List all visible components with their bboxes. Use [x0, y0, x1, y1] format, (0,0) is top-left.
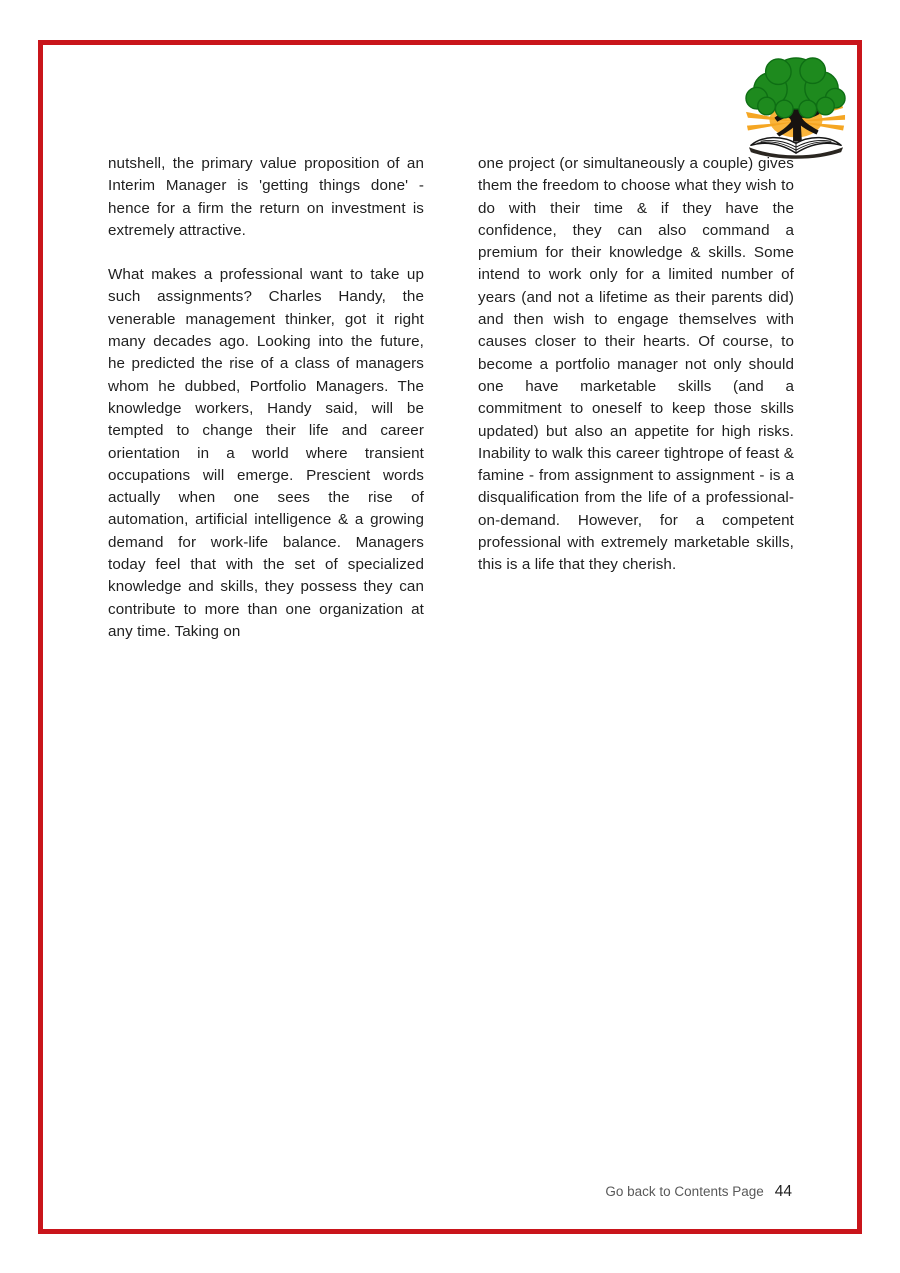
paragraph: What makes a professional want to take up such assignments? Charles Handy, the venerable management thinker, got it right many decades ago. Looking into the future, he predicted the rise of a class of managers whom he dubbed, Portfolio Managers. The knowledge workers, Handy said, will be tempted to change their life and career orientation in a world where transient occupations will emerge. Prescient words actually when one sees the rise of automation, artificial intelligence & a growing demand for work-life balance. Managers today feel that with the set of specialized knowledge and skills, they possess they can contribute to more than one organization at any time. Taking on — [108, 266, 424, 640]
paragraph: nutshell, the primary value proposition of an Interim Manager is 'getting things done' - hence for a firm the return on investment is extremely attractive. — [108, 155, 424, 239]
tree-book-logo — [737, 57, 855, 159]
right-column — [478, 153, 794, 665]
page-footer — [605, 1183, 792, 1201]
tree-book-logo-graphic — [737, 57, 855, 159]
go-back-to-contents-link[interactable]: Go back to Contents Page — [605, 1184, 764, 1199]
tree-canopy — [746, 58, 845, 118]
paragraph: one project (or simultaneously a couple) gives them the freedom to choose what they wish to do with their time & if they have the confidence, they can also command a premium for their knowledge & skills. Some intend to work only for a limited number of years (and not a lifetime as their parents did) and then wish to engage themselves with causes closer to their hearts. Of course, to become a portfolio manager not only should one have marketable skills (and a commitment to oneself to keep those skills updated) but also an appetite for high risks. Inability to walk this career tightrope of feast & famine - from assignment to assignment - is a disqualification from the life of a professional-on-demand. However, for a competent professional with extremely marketable skills, this is a life that they cherish. — [478, 155, 794, 574]
page-border — [38, 40, 862, 1234]
article-body — [108, 153, 794, 665]
page-number: 44 — [774, 1183, 792, 1200]
left-column — [108, 153, 424, 665]
